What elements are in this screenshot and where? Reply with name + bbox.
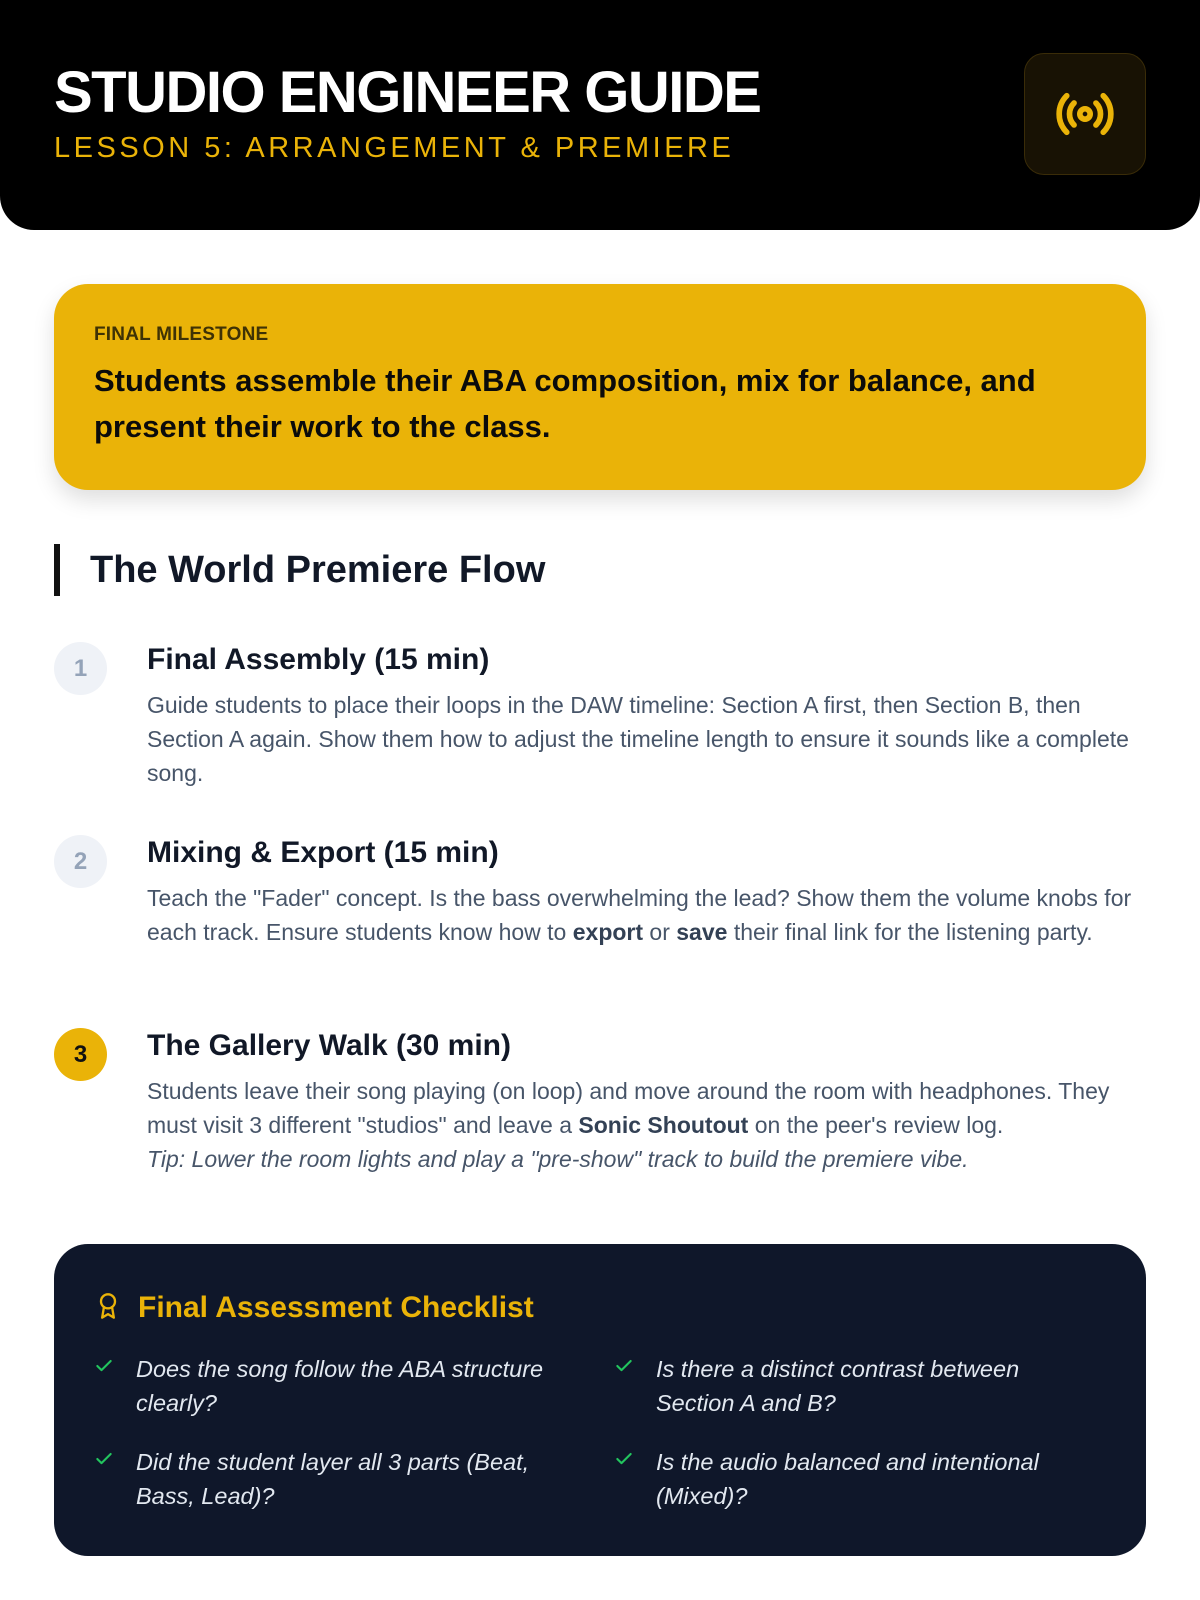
checklist-item-text: Is the audio balanced and intentional (Mixed)? [656,1449,1039,1509]
assessment-checklist [54,1244,1146,1556]
milestone-text: Students assemble their ABA composition, mix for balance, and present their work to the class. [94,363,1036,444]
check-icon [94,1356,114,1381]
page-title: STUDIO ENGINEER GUIDE [54,60,761,125]
step-number: 2 [54,835,107,888]
award-icon [94,1290,122,1327]
step-text: Students leave their song playing (on loop) and move around the room with headphones. They must visit 3 different "studios" and leave a [147,1078,1110,1138]
checklist-header [94,1288,534,1328]
step-number: 1 [54,642,107,695]
milestone-label: FINAL MILESTONE [94,324,269,345]
step-title: Mixing & Export (15 min) [147,836,499,869]
checklist-title: Final Assessment Checklist [138,1291,534,1324]
step-text: or [643,919,677,945]
step-text: their final link for the listening party. [727,919,1093,945]
save-keyword: save [676,919,728,945]
step-text: Teach the "Fader" concept. Is the bass overwhelming the lead? Show them the volume knobs for each track. Ensure students know how to [147,885,1132,945]
flow-heading: The World Premiere Flow [54,544,545,596]
lesson-subtitle: LESSON 5: ARRANGEMENT & PREMIERE [54,132,735,164]
check-icon [614,1449,634,1474]
export-keyword: export [572,919,644,945]
broadcast-icon [1024,53,1146,175]
final-milestone-card [54,284,1146,490]
step-description [147,881,1147,949]
step-description: Guide students to place their loops in the DAW timeline: Section A first, then Section B, then Section A again. Show them how to adjust the timeline length to ensure it sounds like a complete song. [147,692,1129,786]
checklist-item-text: Did the student layer all 3 parts (Beat, Bass, Lead)? [136,1449,530,1509]
check-icon [94,1449,114,1474]
step-title: Final Assembly (15 min) [147,643,490,676]
sonic-shoutout-keyword: Sonic Shoutout [578,1112,749,1138]
step-title: The Gallery Walk (30 min) [147,1029,511,1062]
checklist-item-text: Is there a distinct contrast between Section A and B? [656,1356,1020,1416]
check-icon [614,1356,634,1381]
step-number: 3 [54,1028,107,1081]
step-text: on the peer's review log. [748,1112,1004,1138]
checklist-item-text: Does the song follow the ABA structure clearly? [136,1356,544,1416]
page-header [0,0,1200,230]
step-tip: Tip: Lower the room lights and play a "pre-show" track to build the premiere vibe. [147,1146,969,1172]
step-description [147,1074,1147,1176]
